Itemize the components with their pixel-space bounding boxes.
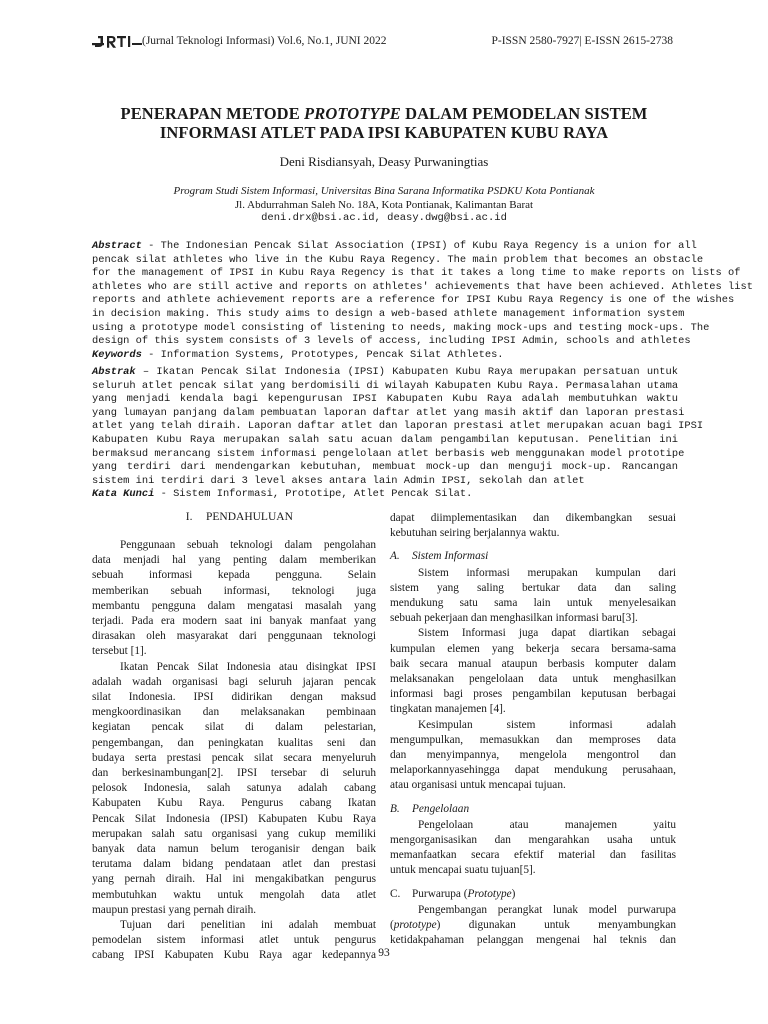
subsection-b-body xyxy=(390,818,676,879)
text-line: kebutuhan seiring berjalannya waktu. xyxy=(390,527,560,540)
subsection-number: B. xyxy=(390,802,400,815)
journal-logo-icon xyxy=(92,34,142,48)
abstract-line xyxy=(92,393,678,407)
email-addresses: deni.drx@bsi.ac.id, deasy.dwg@bsi.ac.id xyxy=(261,212,507,224)
issn-label: P-ISSN 2580-7927| E-ISSN 2615-2738 xyxy=(491,35,673,47)
text-line: melaksanakan pengelolaan data untuk menghasilkan xyxy=(390,673,676,686)
journal-citation: (Jurnal Teknologi Informasi) Vol.6, No.1, JUNI 2022 xyxy=(142,35,387,47)
text-line: budaya serta prestasi pencak silat secara menyeluruh xyxy=(92,751,376,764)
paper-title xyxy=(70,104,698,142)
text-line: Pengembangan perangkat lunak model purwarupa xyxy=(418,903,676,916)
text-line: informasi bagi proses pengambilan keputusan berbagai xyxy=(390,688,676,701)
abstract-line xyxy=(92,406,685,421)
text-line: dan menyimpannya, mengelola mengontrol dan xyxy=(390,749,676,762)
text-line: membutuhkan waktu untuk mengolah data atlet xyxy=(92,888,376,901)
text-line: Sistem informasi merupakan kumpulan dari xyxy=(418,566,676,579)
author-list: Deni Risdiansyah, Deasy Purwaningtias xyxy=(279,154,489,169)
text-line: (prototype) digunakan untuk menyambungkan xyxy=(390,919,676,932)
subsection-number: A. xyxy=(390,550,400,563)
text-line: atau organisasi untuk mencapai tujuan. xyxy=(390,779,566,792)
abstract-indonesian xyxy=(92,366,704,502)
abstract-line xyxy=(92,434,678,448)
title-line-2: INFORMASI ATLET PADA IPSI KABUPATEN KUBU RAYA xyxy=(159,123,609,142)
abstract-text: Kabupaten Kubu Raya merupakan salah satu acuan dalam pengambilan keputusan. Penelitian ini xyxy=(92,433,678,446)
abstract-text: - The Indonesian Pencak Silat Association (IPSI) of Kubu Raya Regency is a union for all xyxy=(141,240,697,252)
text-line: tersebut [1]. xyxy=(92,645,147,658)
keywords-label: Kata Kunci xyxy=(92,488,155,501)
text-line: dan berkesinambungan[2]. IPSI tersebar di seluruh xyxy=(92,767,376,780)
abstract-text: – Ikatan Pencak Silat Indonesia (IPSI) Kabupaten Kubu Raya merupakan persatuan untuk xyxy=(135,366,678,378)
subsection-title: Sistem Informasi xyxy=(412,550,489,563)
abstract-text: pencak silat athletes who live in the Kubu Raya Regency. The main problem that becomes an obstacle xyxy=(92,253,704,266)
abstract-label: Abstrak xyxy=(92,366,136,378)
right-column-intro xyxy=(390,511,676,541)
text-line: Tujuan dari penelitian ini adalah membuat xyxy=(120,919,376,932)
abstract-text: atlet yang telah diraih. Laporan daftar atlet dan laporan prestasi atlet merupakan acuan bagi IPSI xyxy=(92,420,704,433)
abstract-text: seluruh atlet pencak silat yang berdomisili di wilayah Kabupaten Kubu Raya. Permasalahan utama xyxy=(92,379,679,392)
text-line: yang pernah diraih. Hal ini mengakibatkan pengurus xyxy=(92,873,376,886)
keywords-text: - Information Systems, Prototypes, Pencak Silat Athletes. xyxy=(141,348,504,361)
text-line: kegiatan pencak silat di dalam pelestarian, xyxy=(92,721,376,734)
abstract-line xyxy=(92,420,704,434)
text-line: Pengelolaan atau manajemen yaitu xyxy=(418,818,676,831)
keywords-line xyxy=(92,349,678,363)
abstract-line xyxy=(92,475,678,489)
left-column xyxy=(92,538,376,964)
text-line: pelosok Indonesia, salah satunya adalah cabang xyxy=(92,782,376,795)
text-line: Sistem Informasi juga dapat diartikan sebagai xyxy=(418,627,676,640)
keywords-line xyxy=(92,488,678,502)
abstract-line xyxy=(92,461,678,475)
text-line: dapat diimplementasikan dan dikembangkan sesuai xyxy=(390,512,676,524)
abstract-line xyxy=(92,294,735,308)
text-line: untuk mencapai suatu tujuan[5]. xyxy=(390,864,536,877)
subsection-heading-c xyxy=(390,887,676,902)
text-line: cabang IPSI Kabupaten Kubu Raya agar kedepannya xyxy=(92,949,376,962)
text-line: sebuah pekerjaan dan menghasilkan informasi baru[3]. xyxy=(390,612,638,625)
text-line: terjadi. Pada era modern saat ini banyak manfaat yang xyxy=(92,615,376,628)
keywords-text: - Sistem Informasi, Prototipe, Atlet Pencak Silat. xyxy=(154,488,473,501)
title-emphasis: PROTOTYPE xyxy=(304,104,401,123)
subsection-c-body xyxy=(390,903,676,949)
text-line: sistem yang saling bertukar data dan saling xyxy=(390,581,676,594)
text-line: silat Indonesia. IPSI didirikan dengan maksud xyxy=(92,691,376,704)
subsection-title: ) xyxy=(511,887,516,900)
subsection-title: Purwarupa ( xyxy=(412,887,468,900)
text-line: Kesimpulan sistem informasi adalah xyxy=(418,718,676,731)
abstract-text: using a prototype model consisting of listening to needs, making mock-ups and testing mock-ups. The xyxy=(92,321,710,334)
keywords-label: Keywords xyxy=(92,348,142,361)
section-title: PENDAHULUAN xyxy=(205,511,293,523)
subsection-number: C. xyxy=(390,887,401,900)
abstract-line xyxy=(92,447,685,462)
affiliation xyxy=(0,185,768,226)
text-line: maupun prestasi yang pernah diraih. xyxy=(92,903,257,916)
text-line: dirasakan oleh masyarakat dari penggunaan teknologi xyxy=(92,630,376,643)
text-line: terutama dalam bidang pendataan atlet dan prestasi xyxy=(92,858,376,871)
text-line: pengembangan, dan peningkatan kualitas seni dan xyxy=(92,736,376,749)
subsection-heading-b xyxy=(390,802,676,817)
text-line: Kabupaten Kubu Raya. Pengurus cabang Ikatan xyxy=(92,797,376,810)
text-line: adalah wadah organisasi bagi seluruh jajaran pencak xyxy=(92,675,376,688)
text-line: Pencak Silat Indonesia (IPSI) Kabupaten Kubu Raya xyxy=(92,812,376,825)
text-line: Ikatan Pencak Silat Indonesia atau disingkat IPSI xyxy=(120,660,376,673)
text-line: mengorganisasikan dan mengarahkan usaha untuk xyxy=(390,834,676,847)
abstract-line xyxy=(92,267,741,281)
subsection-heading-a xyxy=(390,549,676,564)
subsection-title: Pengelolaan xyxy=(412,802,470,815)
text-line: kumpulan elemen yang bekerja secara bersama-sama xyxy=(390,642,676,655)
abstract-line xyxy=(92,280,753,295)
subsection-title-emphasis: Prototype xyxy=(467,887,512,900)
abstract-text: bermaksud merancang sistem informasi pengelolaan atlet berbasis web menggunakan model prototipe xyxy=(92,447,685,460)
abstract-text: sistem ini terdiri dari 3 level akses antara lain Admin IPSI, sekolah dan atlet xyxy=(92,474,585,487)
text-line: tingkatan manajemen [4]. xyxy=(390,703,506,716)
text-line: mengkoordinasikan dan melaksanakan pembinaan xyxy=(92,706,376,719)
text-line: ketidakpahaman pelanggan mengenai hal teknis dan xyxy=(390,934,676,947)
abstract-text: yang terdiri dari mendengarkan kebutuhan, membuat mock-up dan menguji mock-up. Rancangan xyxy=(92,461,678,474)
section-heading xyxy=(92,511,376,523)
text-line: sebuah informasi kepada pengguna. Selain xyxy=(92,569,376,582)
abstract-text: athletes who are still active and reports on athletes' achievements that have been achieved. Athletes list xyxy=(92,280,753,293)
abstract-text: design of this system consists of 3 levels of access, including IPSI Admin, schools and athletes xyxy=(92,335,691,348)
abstract-line xyxy=(92,321,710,336)
institution: Program Studi Sistem Informasi, Universitas Bina Sarana Informatika PSDKU Kota Pontianak xyxy=(173,185,595,197)
subsection-a-body xyxy=(390,566,676,794)
text-line: data menjadi hal yang penting dalam memberikan xyxy=(92,554,376,567)
address: Jl. Abdurrahman Saleh No. 18A, Kota Pontianak, Kalimantan Barat xyxy=(234,198,534,211)
abstract-line xyxy=(92,240,697,254)
text-line: melaporkannyasehingga dapat mendukung perusahaan, xyxy=(390,764,676,777)
text-line: membantu pengguna dalam mengatasi masalah yang xyxy=(92,599,376,612)
section-number: I. xyxy=(185,511,193,523)
right-column xyxy=(390,511,676,948)
text-line: merupakan salah satu organisasi yang cukup memiliki xyxy=(92,827,376,840)
text-line: banyak data namun belum teroganisir dengan baik xyxy=(92,843,376,856)
text-line: memanfaatkan secara efektif material dan fasilitas xyxy=(390,849,676,862)
abstract-line xyxy=(92,335,691,349)
page-number: 93 xyxy=(378,947,390,959)
abstract-text: reports and athlete achievement reports are a reference for IPSI Kubu Raya Regency is one of the wishes xyxy=(92,294,735,307)
abstract-line xyxy=(92,380,678,394)
abstract-text: yang lumayan panjang dalam pembuatan laporan daftar atlet yang masih aktif dan laporan prestasi xyxy=(92,406,685,419)
text-line: Penggunaan sebuah teknologi dalam pengolahan xyxy=(120,539,376,551)
title-part: DALAM PEMODELAN SISTEM xyxy=(400,104,648,123)
text-line: mendukung satu sama lain untuk menyelesaikan xyxy=(390,597,676,610)
abstract-line xyxy=(92,307,685,322)
abstract-line xyxy=(92,366,678,380)
text-line: pemodelan sistem informasi atlet untuk pengurus xyxy=(92,934,376,947)
title-part: PENERAPAN METODE xyxy=(120,104,305,123)
text-line: memberikan sebuah informasi, teknologi juga xyxy=(92,584,376,597)
abstract-label: Abstract xyxy=(92,240,142,252)
running-header xyxy=(92,33,673,51)
abstract-text: in decision making. This study aims to design a web-based athlete management information system xyxy=(92,307,685,320)
abstract-text: yang menjadi kendala bagi kepengurusan IPSI Kabupaten Kubu Raya adalah membutuhkan waktu xyxy=(92,393,678,406)
abstract-text: for the management of IPSI in Kubu Raya Regency is that it takes a long time to make reports on lists of xyxy=(92,267,741,280)
text-line: baik secara manual ataupun berbasis komputer dalam xyxy=(390,657,676,670)
abstract-line xyxy=(92,253,704,268)
abstract-english xyxy=(92,240,753,362)
text-line: mengumpulkan, memasukkan dan memproses data xyxy=(390,733,676,746)
